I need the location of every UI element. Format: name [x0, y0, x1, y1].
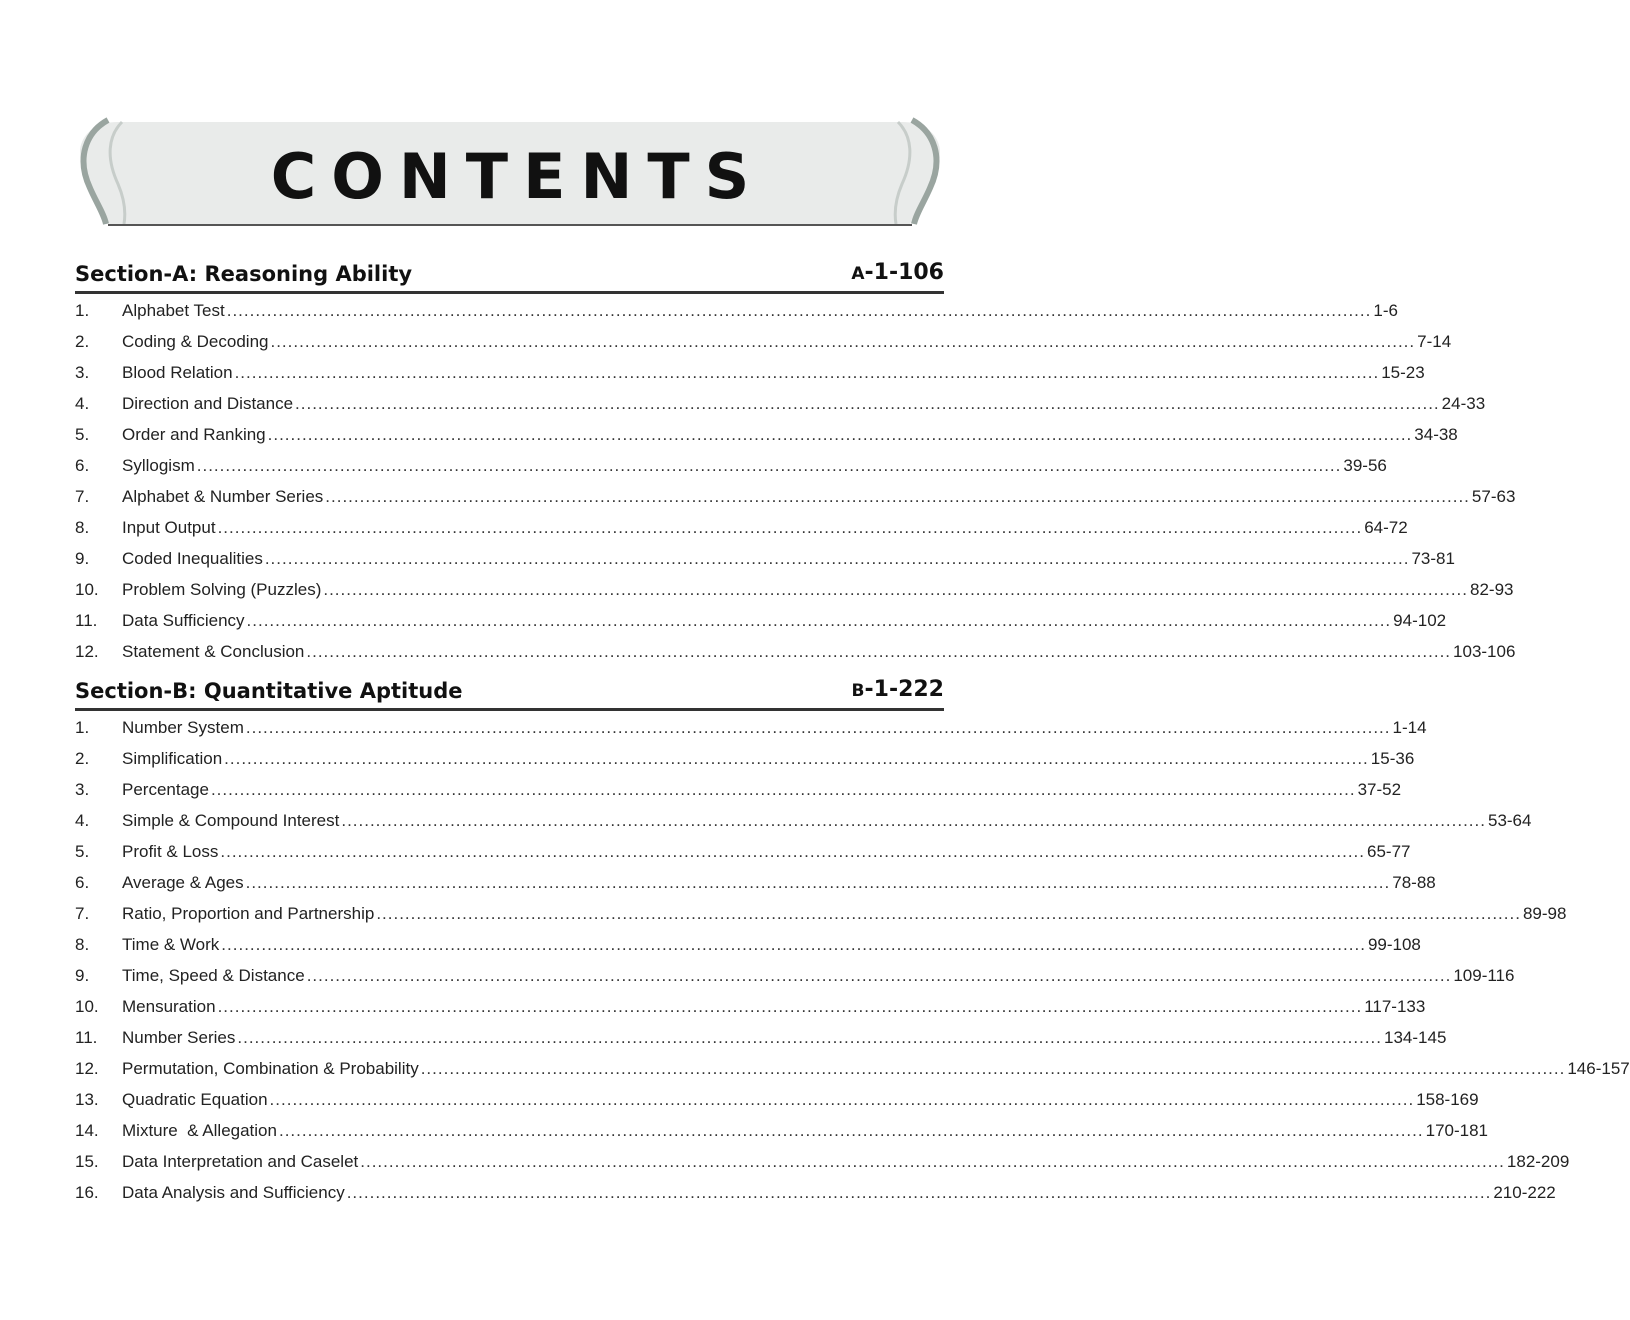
- entry-title: Number System: [122, 718, 244, 737]
- entry-title: Blood Relation: [122, 363, 233, 382]
- entry-title: Problem Solving (Puzzles): [122, 580, 322, 599]
- entry-title: Quadratic Equation: [122, 1090, 268, 1109]
- entry-pages: 182-209: [1506, 1152, 1570, 1171]
- dot-leader: ........................................................................................................................................................................................................: [306, 966, 1452, 985]
- entry-pages: 39-56: [1343, 456, 1387, 475]
- entry-title: Order and Ranking: [122, 425, 266, 444]
- dot-leader: ........................................................................................................................................................................................................: [295, 394, 1440, 413]
- entry-pages: 82-93: [1470, 580, 1514, 599]
- section-header: [75, 262, 944, 294]
- entry-pages: 1-14: [1392, 718, 1427, 737]
- toc-entry[interactable]: [75, 394, 1486, 425]
- table-of-contents: [75, 260, 1630, 1214]
- dot-leader: ........................................................................................................................................................................................................: [323, 580, 1468, 599]
- entry-number: 13.: [75, 1090, 99, 1109]
- dot-leader: ........................................................................................................................................................................................................: [196, 456, 1342, 475]
- dot-leader: ........................................................................................................................................................................................................: [224, 749, 1369, 768]
- toc-entry[interactable]: [75, 456, 1387, 487]
- entry-number: 16.: [75, 1183, 99, 1202]
- entry-pages: 210-222: [1493, 1183, 1556, 1202]
- toc-entry[interactable]: [75, 1121, 1488, 1152]
- entry-number: 5.: [75, 425, 90, 444]
- entry-pages: 7-14: [1417, 332, 1452, 351]
- dot-leader: ........................................................................................................................................................................................................: [217, 518, 1363, 537]
- dot-leader: ........................................................................................................................................................................................................: [346, 1183, 1492, 1202]
- dot-leader: ........................................................................................................................................................................................................: [226, 301, 1372, 320]
- entry-pages: 158-169: [1416, 1090, 1479, 1109]
- entry-pages: 1-6: [1373, 301, 1398, 320]
- toc-entry[interactable]: [75, 611, 1447, 642]
- entry-title: Statement & Conclusion: [122, 642, 305, 661]
- toc-entry[interactable]: [75, 842, 1411, 873]
- toc-entry[interactable]: [75, 780, 1402, 811]
- section-prefix: B: [851, 681, 865, 701]
- section-page-range: [852, 677, 944, 704]
- entry-pages: 109-116: [1453, 966, 1515, 985]
- entry-title: Number Series: [122, 1028, 236, 1047]
- entry-pages: 37-52: [1357, 780, 1402, 799]
- entry-title: Permutation, Combination & Probability: [122, 1059, 419, 1078]
- entry-number: 8.: [75, 935, 90, 954]
- entry-title: Syllogism: [122, 456, 195, 475]
- entry-title: Mixture & Allegation: [122, 1121, 277, 1140]
- entry-title: Profit & Loss: [122, 842, 219, 861]
- section-page-range: [851, 260, 944, 287]
- entry-title: Ratio, Proportion and Partnership: [122, 904, 375, 923]
- entry-title: Direction and Distance: [122, 394, 294, 413]
- entry-title: Simplification: [122, 749, 223, 768]
- dot-leader: ........................................................................................................................................................................................................: [325, 487, 1470, 506]
- toc-section: [75, 260, 1516, 673]
- toc-entry[interactable]: [75, 997, 1426, 1028]
- toc-entry[interactable]: [75, 518, 1408, 549]
- toc-entry[interactable]: [75, 1090, 1479, 1121]
- entry-number: 7.: [75, 904, 90, 923]
- entry-pages: 170-181: [1425, 1121, 1488, 1140]
- dot-leader: ........................................................................................................................................................................................................: [341, 811, 1486, 830]
- dot-leader: ........................................................................................................................................................................................................: [306, 642, 1452, 661]
- page-title: CONTENTS: [270, 140, 765, 213]
- toc-entry[interactable]: [75, 301, 1398, 332]
- toc-entry[interactable]: [75, 487, 1516, 518]
- entry-number: 1.: [75, 718, 90, 737]
- entry-number: 8.: [75, 518, 90, 537]
- entry-number: 2.: [75, 332, 90, 351]
- entry-title: Mensuration: [122, 997, 216, 1016]
- toc-entry[interactable]: [75, 549, 1455, 580]
- entry-pages: 15-23: [1381, 363, 1425, 382]
- entry-number: 10.: [75, 997, 99, 1016]
- toc-entry[interactable]: [75, 1059, 1630, 1090]
- entry-pages: 99-108: [1367, 935, 1421, 954]
- toc-entry[interactable]: [75, 966, 1515, 997]
- section-range-value: -1-106: [864, 260, 944, 285]
- entry-pages: 73-81: [1411, 549, 1455, 568]
- entry-number: 9.: [75, 549, 90, 568]
- dot-leader: ........................................................................................................................................................................................................: [420, 1059, 1566, 1078]
- entry-pages: 94-102: [1393, 611, 1447, 630]
- dot-leader: ........................................................................................................................................................................................................: [376, 904, 1521, 923]
- toc-entry[interactable]: [75, 1152, 1570, 1183]
- toc-entry[interactable]: [75, 749, 1415, 780]
- dot-leader: ........................................................................................................................................................................................................: [237, 1028, 1383, 1047]
- dot-leader: ........................................................................................................................................................................................................: [245, 873, 1391, 892]
- entry-pages: 146-157: [1567, 1059, 1630, 1078]
- entry-title: Alphabet Test: [122, 301, 225, 320]
- dot-leader: ........................................................................................................................................................................................................: [221, 935, 1366, 954]
- toc-section: [75, 677, 1630, 1214]
- entry-title: Data Sufficiency: [122, 611, 245, 630]
- dot-leader: ........................................................................................................................................................................................................: [360, 1152, 1505, 1171]
- dot-leader: ........................................................................................................................................................................................................: [264, 549, 1410, 568]
- dot-leader: ........................................................................................................................................................................................................: [245, 718, 1391, 737]
- entry-pages: 103-106: [1453, 642, 1516, 661]
- entry-number: 7.: [75, 487, 90, 506]
- entry-number: 10.: [75, 580, 99, 599]
- entry-title: Input Output: [122, 518, 216, 537]
- toc-entry[interactable]: [75, 1028, 1447, 1059]
- toc-entry[interactable]: [75, 904, 1567, 935]
- entry-number: 14.: [75, 1121, 99, 1140]
- toc-entry[interactable]: [75, 718, 1427, 749]
- section-title: Section-B: Quantitative Aptitude: [75, 679, 463, 703]
- entry-number: 15.: [75, 1152, 99, 1171]
- dot-leader: ........................................................................................................................................................................................................: [217, 997, 1363, 1016]
- toc-list: [75, 711, 1630, 1214]
- dot-leader: ........................................................................................................................................................................................................: [210, 780, 1356, 799]
- toc-entry[interactable]: [75, 363, 1425, 394]
- entry-pages: 89-98: [1522, 904, 1567, 923]
- entry-title: Simple & Compound Interest: [122, 811, 340, 830]
- entry-number: 5.: [75, 842, 90, 861]
- toc-entry[interactable]: [75, 425, 1458, 456]
- entry-pages: 53-64: [1487, 811, 1532, 830]
- toc-entry[interactable]: [75, 1183, 1556, 1214]
- entry-pages: 134-145: [1384, 1028, 1447, 1047]
- entry-title: Coded Inequalities: [122, 549, 263, 568]
- toc-entry[interactable]: [75, 332, 1452, 363]
- entry-number: 9.: [75, 966, 90, 985]
- entry-pages: 24-33: [1441, 394, 1486, 413]
- dot-leader: ........................................................................................................................................................................................................: [246, 611, 1392, 630]
- entry-title: Data Analysis and Sufficiency: [122, 1183, 345, 1202]
- toc-list: [75, 294, 1516, 673]
- section-title: Section-A: Reasoning Ability: [75, 262, 413, 286]
- entry-number: 1.: [75, 301, 90, 320]
- entry-title: Alphabet & Number Series: [122, 487, 324, 506]
- entry-number: 12.: [75, 1059, 99, 1078]
- toc-entry[interactable]: [75, 580, 1514, 611]
- entry-title: Time, Speed & Distance: [122, 966, 305, 985]
- dot-leader: ........................................................................................................................................................................................................: [267, 425, 1413, 444]
- entry-pages: 34-38: [1414, 425, 1458, 444]
- entry-pages: 117-133: [1364, 997, 1426, 1016]
- entry-pages: 78-88: [1392, 873, 1436, 892]
- toc-entry[interactable]: [75, 873, 1436, 904]
- entry-number: 6.: [75, 456, 90, 475]
- dot-leader: ........................................................................................................................................................................................................: [278, 1121, 1424, 1140]
- entry-number: 11.: [75, 611, 98, 630]
- entry-number: 4.: [75, 811, 90, 830]
- entry-pages: 64-72: [1364, 518, 1408, 537]
- toc-entry[interactable]: [75, 935, 1421, 966]
- entry-number: 2.: [75, 749, 90, 768]
- entry-pages: 15-36: [1370, 749, 1415, 768]
- dot-leader: ........................................................................................................................................................................................................: [270, 332, 1416, 351]
- entry-number: 6.: [75, 873, 90, 892]
- entry-pages: 57-63: [1471, 487, 1516, 506]
- entry-number: 3.: [75, 363, 90, 382]
- dot-leader: ........................................................................................................................................................................................................: [269, 1090, 1415, 1109]
- dot-leader: ........................................................................................................................................................................................................: [220, 842, 1366, 861]
- toc-entry[interactable]: [75, 642, 1516, 673]
- section-header: [75, 679, 944, 711]
- entry-title: Time & Work: [122, 935, 220, 954]
- entry-title: Coding & Decoding: [122, 332, 269, 351]
- section-range-value: -1-222: [864, 677, 944, 702]
- entry-title: Percentage: [122, 780, 209, 799]
- dot-leader: ........................................................................................................................................................................................................: [234, 363, 1380, 382]
- entry-number: 3.: [75, 780, 90, 799]
- entry-pages: 65-77: [1367, 842, 1411, 861]
- contents-banner: [78, 118, 942, 228]
- section-prefix: A: [851, 264, 865, 284]
- entry-number: 11.: [75, 1028, 98, 1047]
- entry-number: 4.: [75, 394, 90, 413]
- entry-number: 12.: [75, 642, 99, 661]
- entry-title: Average & Ages: [122, 873, 244, 892]
- toc-entry[interactable]: [75, 811, 1532, 842]
- entry-title: Data Interpretation and Caselet: [122, 1152, 359, 1171]
